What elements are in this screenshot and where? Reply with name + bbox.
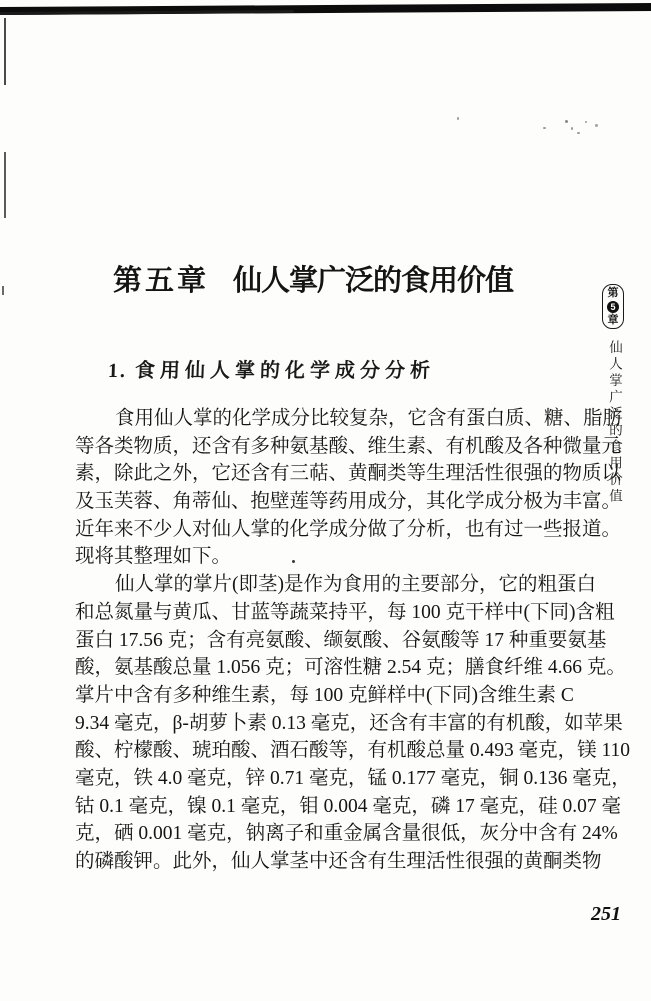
chapter-tab-badge — [602, 284, 624, 329]
chapter-tab-label: 仙人掌广泛的食用价值 — [607, 340, 622, 505]
left-binding-mark — [2, 286, 4, 295]
chapter-title-text: 仙人掌广泛的食用价值 — [233, 265, 514, 297]
scan-smudge — [595, 124, 598, 127]
left-binding-mark — [4, 18, 6, 85]
page-number: 251 — [591, 903, 621, 925]
body-line: 毫克，铁 4.0 毫克，锌 0.71 毫克，锰 0.177 毫克，铜 0.136 毫克， — [75, 767, 631, 789]
scan-smudge — [565, 120, 568, 123]
page-top-scan-edge-shadow — [0, 10, 294, 15]
body-line: 蛋白 17.56 克；含有亮氨酸、缬氨酸、谷氨酸等 17 种重要氨基 — [75, 629, 607, 651]
chapter-number: 第五章 — [113, 265, 210, 297]
body-line: 等各类物质，还含有多种氨基酸、维生素、有机酸及各种微量元 — [75, 435, 622, 457]
chapter-tab-badge-top: 第 — [607, 286, 619, 299]
scan-smudge — [585, 121, 587, 123]
section-number: 1. — [107, 360, 128, 382]
body-line: 仙人掌的掌片(即茎)是作为食用的主要部分，它的粗蛋白 — [115, 574, 596, 596]
body-line: 掌片中含有多种维生素，每 100 克鲜样中(下同)含维生素 C — [75, 684, 574, 706]
scan-smudge — [543, 127, 546, 129]
body-line: 食用仙人掌的化学成分比较复杂，它含有蛋白质、糖、脂肪 — [115, 408, 623, 429]
chapter-title — [113, 258, 553, 299]
body-line: 现将其整理如下。 — [75, 546, 232, 568]
scan-smudge — [577, 132, 580, 134]
section-heading — [107, 354, 435, 383]
body-line: 9.34 毫克，β-胡萝卜素 0.13 毫克，还含有丰富的有机酸，如苹果 — [75, 712, 623, 734]
chapter-tab-badge-bottom: 章 — [607, 314, 619, 327]
body-line: 的磷酸钾。此外，仙人掌茎中还含有生理活性很强的黄酮类物 — [75, 851, 602, 872]
section-title-text: 食用仙人掌的化学成分分析 — [134, 360, 436, 382]
left-binding-mark — [4, 152, 6, 218]
body-line: 素，除此之外，它还含有三萜、黄酮类等生理活性很强的物质以 — [75, 463, 622, 485]
body-line: 克，硒 0.001 毫克，钠离子和重金属含量很低，灰分中含有 24% — [75, 823, 618, 845]
body-line: 钴 0.1 毫克，镍 0.1 毫克，钼 0.004 毫克，磷 17 毫克，硅 0.07 毫 — [75, 795, 622, 817]
body-line: 和总氮量与黄瓜、甘蓝等蔬菜持平，每 100 克干样中(下同)含粗 — [75, 601, 615, 623]
body-line: 酸、柠檬酸、琥珀酸、酒石酸等，有机酸总量 0.493 毫克，镁 110 — [75, 740, 631, 762]
scan-smudge — [571, 127, 573, 130]
body-line: 酸，氨基酸总量 1.056 克；可溶性糖 2.54 克；膳食纤维 4.66 克。 — [75, 657, 626, 679]
chapter-tab-badge-number: 5 — [607, 301, 619, 313]
scan-smudge — [457, 117, 459, 120]
body-line: 近年来不少人对仙人掌的化学成分做了分析，也有过一些报道。 — [75, 518, 622, 540]
body-line: 及玉芙蓉、角蒂仙、抱壁莲等药用成分，其化学成分极为丰富。 — [75, 491, 622, 513]
